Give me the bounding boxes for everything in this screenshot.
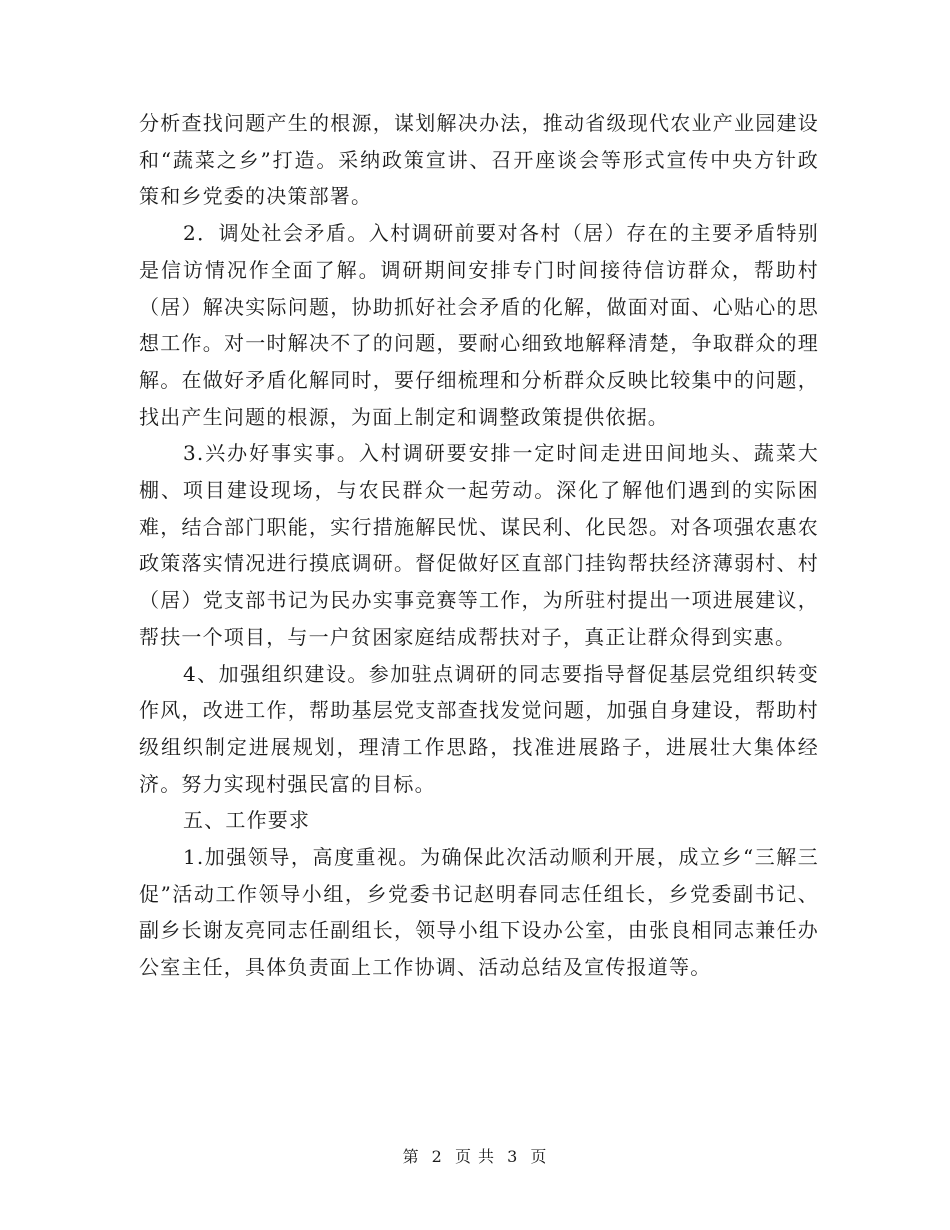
footer-prefix: 第: [402, 1147, 420, 1166]
paragraph-practical-matters: 3.兴办好事实事。入村调研要安排一定时间走进田间地头、蔬菜大棚、项目建设现场，与农民群众一起劳动。深化了解他们遇到的实际困难，结合部门职能，实行措施解民忧、谋民利、化民怨。对各项强农惠农政策落实情况进行摸底调研。督促做好区直部门挂钩帮扶经济薄弱村、村（居）党支部书记为民办实事竞赛等工作，为所驻村提出一项进展建议，帮扶一个项目，与一户贫困家庭结成帮扶对子，真正让群众得到实惠。: [139, 441, 819, 649]
footer-page-number: 2: [431, 1147, 443, 1166]
section-heading-work-requirements: 五、工作要求: [183, 808, 311, 833]
paragraph-leadership: 1.加强领导，高度重视。为确保此次活动顺利开展，成立乡“三解三促”活动工作领导小组，乡党委书记赵明春同志任组长，乡党委副书记、副乡长谢友亮同志任副组长，领导小组下设办公室，由张良相同志兼任办公室主任，具体负责面上工作协调、活动总结及宣传报道等。: [139, 845, 819, 980]
paragraph-continuation: 分析查找问题产生的根源，谋划解决办法，推动省级现代农业产业园建设和“蔬菜之乡”打造。采纳政策宣讲、召开座谈会等形式宣传中央方针政策和乡党委的决策部署。: [139, 111, 819, 209]
footer-total-pages: 3: [507, 1147, 519, 1166]
footer-middle: 页 共: [454, 1147, 496, 1166]
paragraph-organization-building: 4、加强组织建设。参加驻点调研的同志要指导督促基层党组织转变作风，改进工作，帮助基层党支部查找发觉问题，加强自身建设，帮助村级组织制定进展规划，理清工作思路，找准进展路子，进展壮大集体经济。努力实现村强民富的目标。: [139, 661, 819, 796]
paragraph-resolve-conflicts: 2．调处社会矛盾。入村调研前要对各村（居）存在的主要矛盾特别是信访情况作全面了解。调研期间安排专门时间接待信访群众，帮助村（居）解决实际问题，协助抓好社会矛盾的化解，做面对面、心贴心的思想工作。对一时解决不了的问题，要耐心细致地解释清楚，争取群众的理解。在做好矛盾化解同时，要仔细梳理和分析群众反映比较集中的问题，找出产生问题的根源，为面上制定和调整政策提供依据。: [139, 221, 819, 429]
document-body: [139, 105, 819, 986]
page-footer: [0, 1144, 950, 1167]
footer-suffix: 页: [530, 1147, 548, 1166]
